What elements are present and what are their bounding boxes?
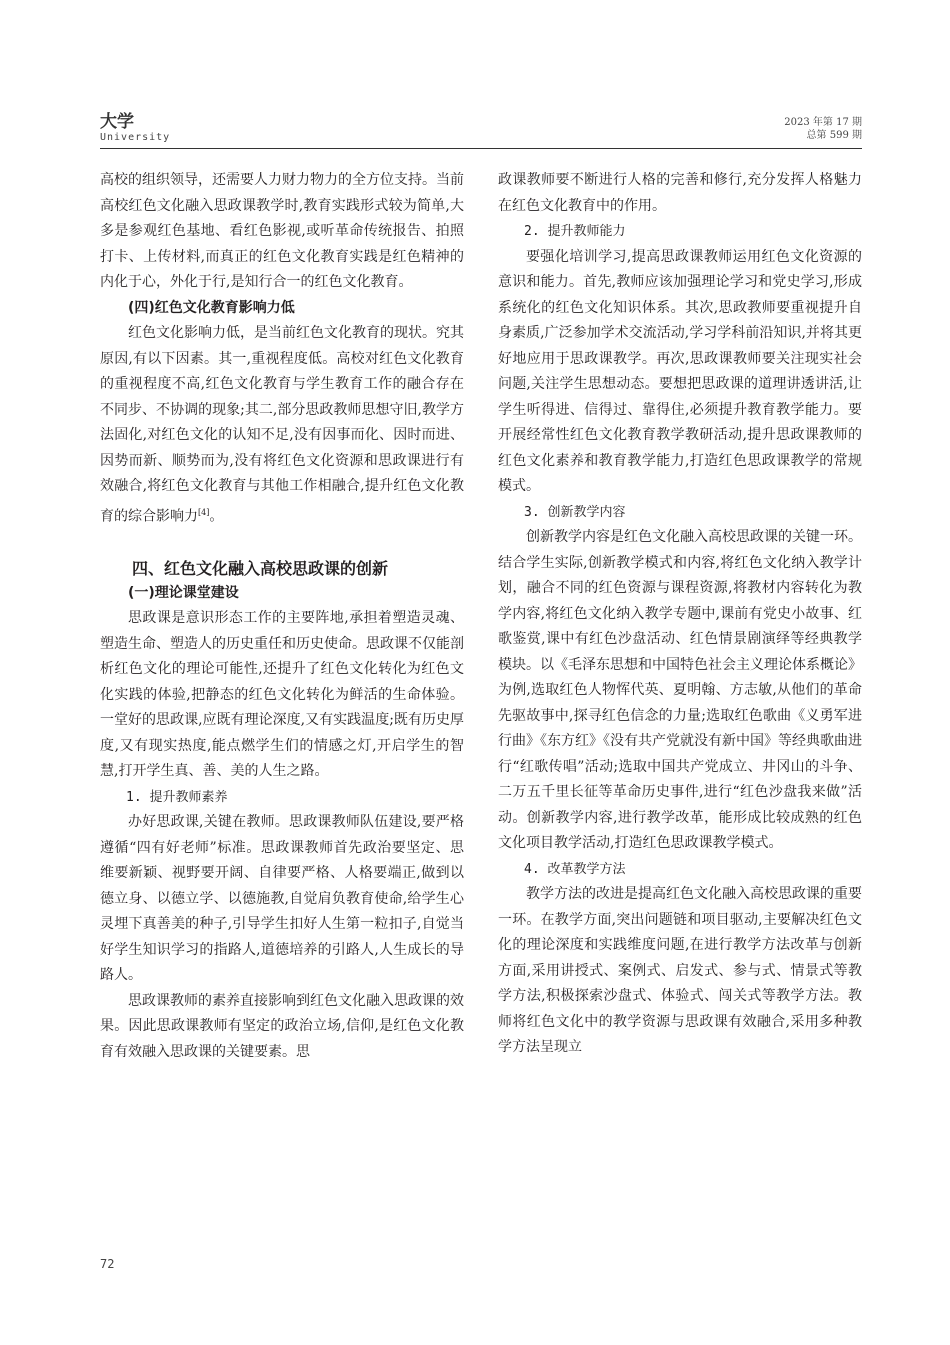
citation: [4] bbox=[198, 507, 210, 517]
subheading: (四)红色文化教育影响力低 bbox=[128, 299, 295, 316]
subheading: (一)理论课堂建设 bbox=[128, 584, 239, 601]
numbered-heading: 2. 提升教师能力 bbox=[524, 224, 626, 239]
paragraph-text: 红色文化影响力低，是当前红色文化教育的现状。究其原因,有以下因素。其一,重视程度低。高校对红色文化教育的重视程度不高,红色文化教育与学生教育工作的融合存在不同步、不协调的现象;其二,部分思政教师思想守旧,教学方法固化,对红色文化的认知不足,没有因事而化、因时而进、因势而新、顺势而为,没有将红色文化资源和思政课进行有效融合,将红色文化教育与其他工作相融合,提升红色文化教育的综合影响力 bbox=[100, 325, 464, 525]
paragraph: 要强化培训学习,提高思政课教师运用红色文化资源的意识和能力。首先,教师应该加强理论学习和党史学习,形成系统化的红色文化知识体系。其次,思政教师要重视提升自身素质,广泛参加学术交流活动,学习学科前沿知识,并将其更好地应用于思政课教学。再次,思政课教师要关注现实社会问题,关注学生思想动态。要想把思政课的道理讲透讲活,让学生听得进、信得过、靠得住,必须提升教育教学能力。要开展经常性红色文化教育教学教研活动,提升思政课教师的红色文化素养和教育教学能力,打造红色思政课教学的常规模式。 bbox=[498, 248, 862, 494]
right-column bbox=[498, 168, 862, 1061]
paragraph: 思政课教师的素养直接影响到红色文化融入思政课的效果。因此思政课教师有坚定的政治立场,信仰,是红色文化教育有效融入思政课的关键要素。思 bbox=[100, 992, 464, 1060]
paragraph: 教学方法的改进是提高红色文化融入高校思政课的重要一环。在教学方面,突出问题链和项目驱动,主要解决红色文化的理论深度和实践维度问题,在进行教学方法改革与创新方面,采用讲授式、案例式、启发式、参与式、情景式等教学方法,积极探索沙盘式、体验式、闯关式等教学方法。教师将红色文化中的教学资源与思政课有效融合,采用多种教学方法呈现立 bbox=[498, 886, 862, 1055]
journal-title: 大学 bbox=[100, 112, 134, 132]
issue-number: 2023 年第 17 期 bbox=[784, 117, 862, 128]
journal-subtitle: University bbox=[100, 132, 171, 143]
paragraph: 政课教师要不断进行人格的完善和修行,充分发挥人格魅力在红色文化教育中的作用。 bbox=[498, 172, 862, 214]
left-column bbox=[100, 168, 464, 1065]
numbered-heading: 3. 创新教学内容 bbox=[524, 504, 626, 520]
page-number: 72 bbox=[100, 1257, 115, 1271]
paragraph: 创新教学内容是红色文化融入高校思政课的关键一环。结合学生实际,创新教学模式和内容,将红色文化纳入教学计划，融合不同的红色资源与课程资源,将教材内容转化为教学内容,将红色文化纳入教学专题中,课前有党史小故事、红歌鉴赏,课中有红色沙盘活动、红色情景剧演绎等经典教学模块。以《毛泽东思想和中国特色社会主义理论体系概论》为例,选取红色人物恽代英、夏明翰、方志敏,从他们的革命先驱故事中,探寻红色信念的力量;选取红色歌曲《义勇军进行曲》《东方红》《没有共产党就没有新中国》等经典歌曲进行“红歌传唱”活动;选取中国共产党成立、井冈山的斗争、二万五千里长征等革命历史事件,进行“红色沙盘我来做”活动。创新教学内容,进行教学改革，能形成比较成熟的红色文化项目教学活动,打造红色思政课教学模式。 bbox=[498, 529, 862, 851]
section-heading: 四、红色文化融入高校思政课的创新 bbox=[132, 558, 389, 578]
page-header bbox=[100, 112, 862, 148]
header-rule bbox=[100, 148, 862, 149]
paragraph bbox=[100, 321, 464, 530]
numbered-heading: 1. 提升教师素养 bbox=[126, 789, 228, 805]
paragraph: 办好思政课,关键在教师。思政课教师队伍建设,要严格遵循“四有好老师”标准。思政课教师首先政治要坚定、思维要新颖、视野要开阔、自律要严格、人格要端正,做到以德立身、以德立学、以德施教,自觉肩负教育使命,给学生心灵埋下真善美的种子,引导学生扣好人生第一粒扣子,自觉当好学生知识学习的指路人,道德培养的引路人,人生成长的导路人。 bbox=[100, 814, 464, 984]
paragraph: 高校的组织领导，还需要人力财力物力的全方位支持。当前高校红色文化融入思政课教学时,教育实践形式较为简单,大多是参观红色基地、看红色影视,或听革命传统报告、拍照打卡、上传材料,而真正的红色文化教育实践是红色精神的内化于心，外化于行,是知行合一的红色文化教育。 bbox=[100, 172, 464, 290]
issue-total: 总第 599 期 bbox=[806, 130, 862, 141]
paragraph-end: 。 bbox=[209, 508, 224, 525]
numbered-heading: 4. 改革教学方法 bbox=[524, 861, 626, 877]
paragraph: 思政课是意识形态工作的主要阵地,承担着塑造灵魂、塑造生命、塑造人的历史重任和历史使命。思政课不仅能剖析红色文化的理论可能性,还提升了红色文化转化为红色文化实践的体验,把静态的红色文化转化为鲜活的生命体验。一堂好的思政课,应既有理论深度,又有实践温度;既有历史厚度,又有现实热度,能点燃学生们的情感之灯,开启学生的智慧,打开学生真、善、美的人生之路。 bbox=[100, 610, 464, 780]
issue-info bbox=[784, 116, 862, 142]
